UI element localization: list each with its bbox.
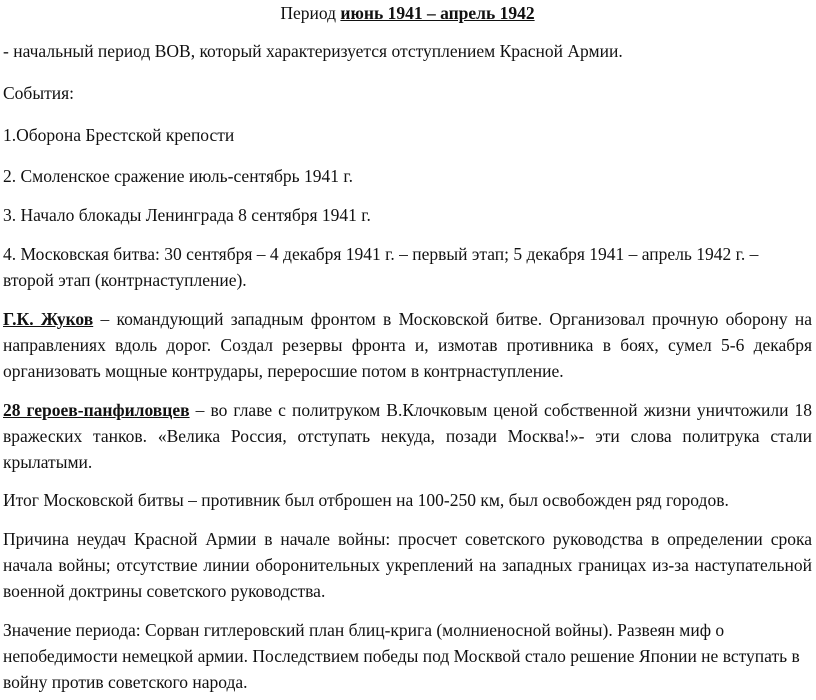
page-title (3, 0, 812, 26)
panfilov-paragraph (3, 397, 812, 475)
events-heading: События: (3, 83, 75, 103)
panfilov-text: – во главе с политруком В.Клочковым ценой собственной жизни уничтожили 18 вражеских танков. «Велика Россия, отступать некуда, позади Москва!»- эти слова политрука стали крылатыми. (3, 400, 812, 472)
intro-text: - начальный период ВОВ, который характеризуется отступлением Красной Армии. (3, 41, 623, 61)
result-text: Итог Московской битвы – противник был отброшен на 100-250 км, был освобожден ряд городов. (3, 490, 729, 510)
zhukov-name: Г.К. Жуков (3, 309, 94, 329)
failure-reason-paragraph: Причина неудач Красной Армии в начале войны: просчет советского руководства в определении срока начала войны; отсутствие линии оборонительных укреплений на западных границах из-за наступательной военной доктрины советского руководства. (3, 529, 812, 601)
zhukov-text: – командующий западным фронтом в Московской битве. Организовал прочную оборону на направлениях вдоль дорог. Создал резервы фронта и, измотав противника в боях, сумел 5-6 декабря организовать мощные контрудары, переросшие потом в контрнаступление. (3, 309, 813, 381)
zhukov-paragraph (3, 306, 812, 384)
event-item: 4. Московская битва: 30 сентября – 4 декабря 1941 г. – первый этап; 5 декабря 1941 – апрель 1942 г. – второй этап (контрнаступление). (3, 244, 759, 290)
panfilov-name: 28 героев-панфиловцев (3, 400, 190, 420)
significance-paragraph: Значение периода: Сорван гитлеровский план блиц-крига (молниеносной войны). Развеян миф о непобедимости немецкой армии. Последствием победы под Москвой стало решение Японии не вступать в войну против советского народа. (3, 620, 800, 692)
event-item: 1.Оборона Брестской крепости (3, 125, 235, 145)
title-period: июнь 1941 – апрель 1942 (340, 3, 535, 23)
event-item: 2. Смоленское сражение июль-сентябрь 1941 г. (3, 166, 353, 186)
event-item: 3. Начало блокады Ленинграда 8 сентября 1941 г. (3, 205, 371, 225)
title-prefix: Период (280, 3, 341, 23)
